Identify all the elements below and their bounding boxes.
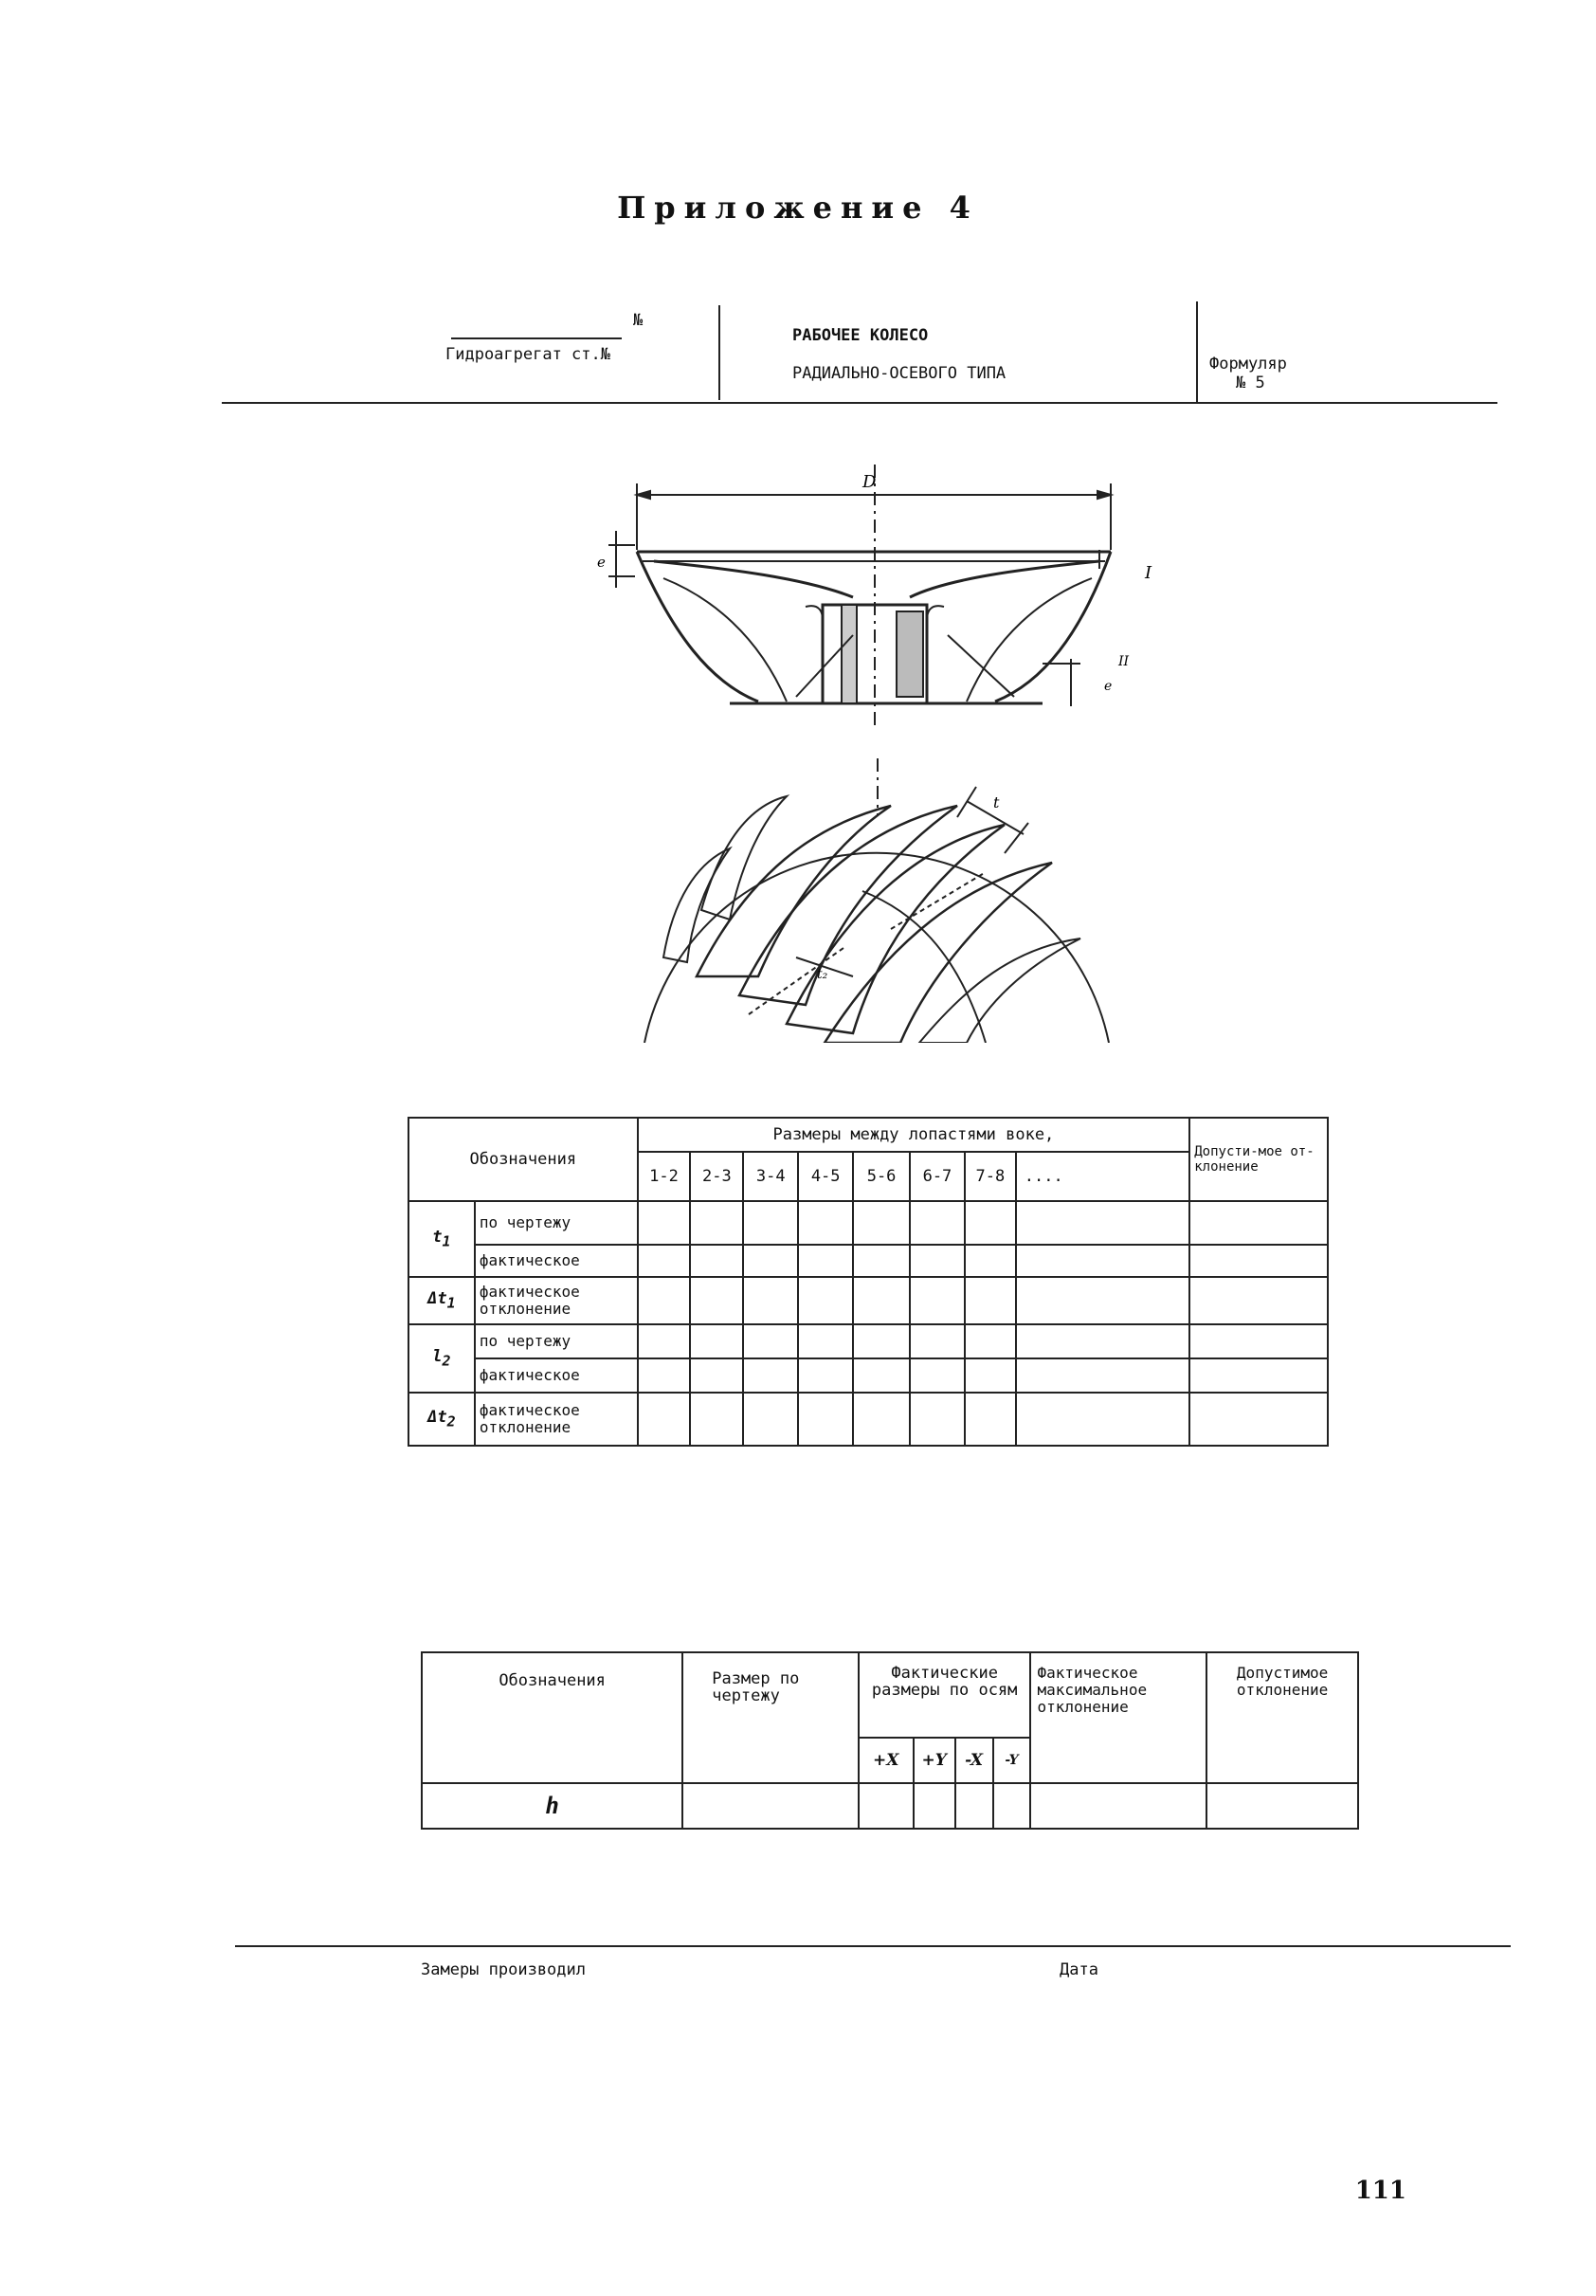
col-max-dev-header: Фактическое максимальное отклонение — [1030, 1652, 1206, 1783]
mark-I-label: I — [1145, 563, 1152, 583]
header-divider-2 — [1196, 301, 1198, 404]
col-sizes-header: Размеры между лопастями воке, — [638, 1118, 1190, 1152]
date-label: Дата — [1060, 1960, 1098, 1979]
measured-by-label: Замеры производил — [421, 1960, 586, 1979]
mark-II-label: II — [1118, 654, 1130, 669]
axis-header: +Y — [914, 1738, 955, 1783]
row-label: по чертежу — [475, 1201, 638, 1245]
header-divider-1 — [718, 305, 720, 400]
pair-header: .... — [1016, 1152, 1189, 1201]
clearance-table — [421, 1651, 1359, 1830]
dim-D-label: D — [862, 472, 877, 492]
pair-header: 3-4 — [743, 1152, 798, 1201]
col-tolerance-header: Допусти-мое от-клонение — [1189, 1118, 1328, 1201]
dim-e-right-label: e — [1104, 679, 1113, 694]
runner-plan-drawing — [607, 758, 1137, 1043]
pair-header: 7-8 — [965, 1152, 1016, 1201]
header-underline — [222, 402, 1497, 404]
symbol-delta-t2: $\Delta t_2$ — [408, 1393, 475, 1446]
axis-header: +X — [859, 1738, 914, 1783]
dim-t-label: t — [993, 793, 1000, 811]
pair-header: 5-6 — [853, 1152, 910, 1201]
unit-number: № — [633, 311, 644, 330]
col-designation-header: Обозначения — [422, 1652, 682, 1783]
unit-number-line — [451, 337, 622, 339]
col-tolerance-header: Допустимое отклонение — [1206, 1652, 1358, 1783]
col-actual-header: Фактические размеры по осям — [859, 1652, 1031, 1738]
part-name-line1: РАБОЧЕЕ КОЛЕСО — [792, 326, 929, 345]
pair-header: 6-7 — [910, 1152, 965, 1201]
symbol-delta-t1: $\Delta t_1$ — [408, 1277, 475, 1324]
col-designation-header: Обозначения — [408, 1118, 638, 1201]
row-label: по чертежу — [475, 1324, 638, 1358]
blade-spacing-table — [408, 1117, 1329, 1447]
form-label: Формуляр — [1209, 355, 1287, 374]
pair-header: 1-2 — [638, 1152, 691, 1201]
unit-label: Гидроагрегат ст.№ — [445, 345, 610, 364]
pair-header: 2-3 — [690, 1152, 743, 1201]
axis-header: -X — [955, 1738, 993, 1783]
row-label: фактическое — [475, 1358, 638, 1393]
symbol-h: h — [422, 1783, 682, 1829]
dim-e-left-label: e — [597, 554, 606, 571]
col-drawing-header: Размер по чертежу — [682, 1652, 859, 1783]
part-name-line2: РАДИАЛЬНО-ОСЕВОГО ТИПА — [792, 364, 1007, 383]
symbol-l2: $l_2$ — [408, 1324, 475, 1393]
footer-line — [235, 1945, 1511, 1947]
row-label: фактическое отклонение — [475, 1277, 638, 1324]
dim-t2-label: t₂ — [817, 967, 828, 982]
row-label: фактическое отклонение — [475, 1393, 638, 1446]
page-title: Приложение 4 — [617, 190, 979, 226]
form-number: № 5 — [1236, 374, 1265, 392]
row-label: фактическое — [475, 1245, 638, 1277]
axis-header: -Y — [993, 1738, 1031, 1783]
symbol-t1: $t_1$ — [408, 1201, 475, 1277]
runner-section-drawing — [569, 446, 1156, 730]
pair-header: 4-5 — [798, 1152, 853, 1201]
page-number: 111 — [1354, 2177, 1406, 2205]
